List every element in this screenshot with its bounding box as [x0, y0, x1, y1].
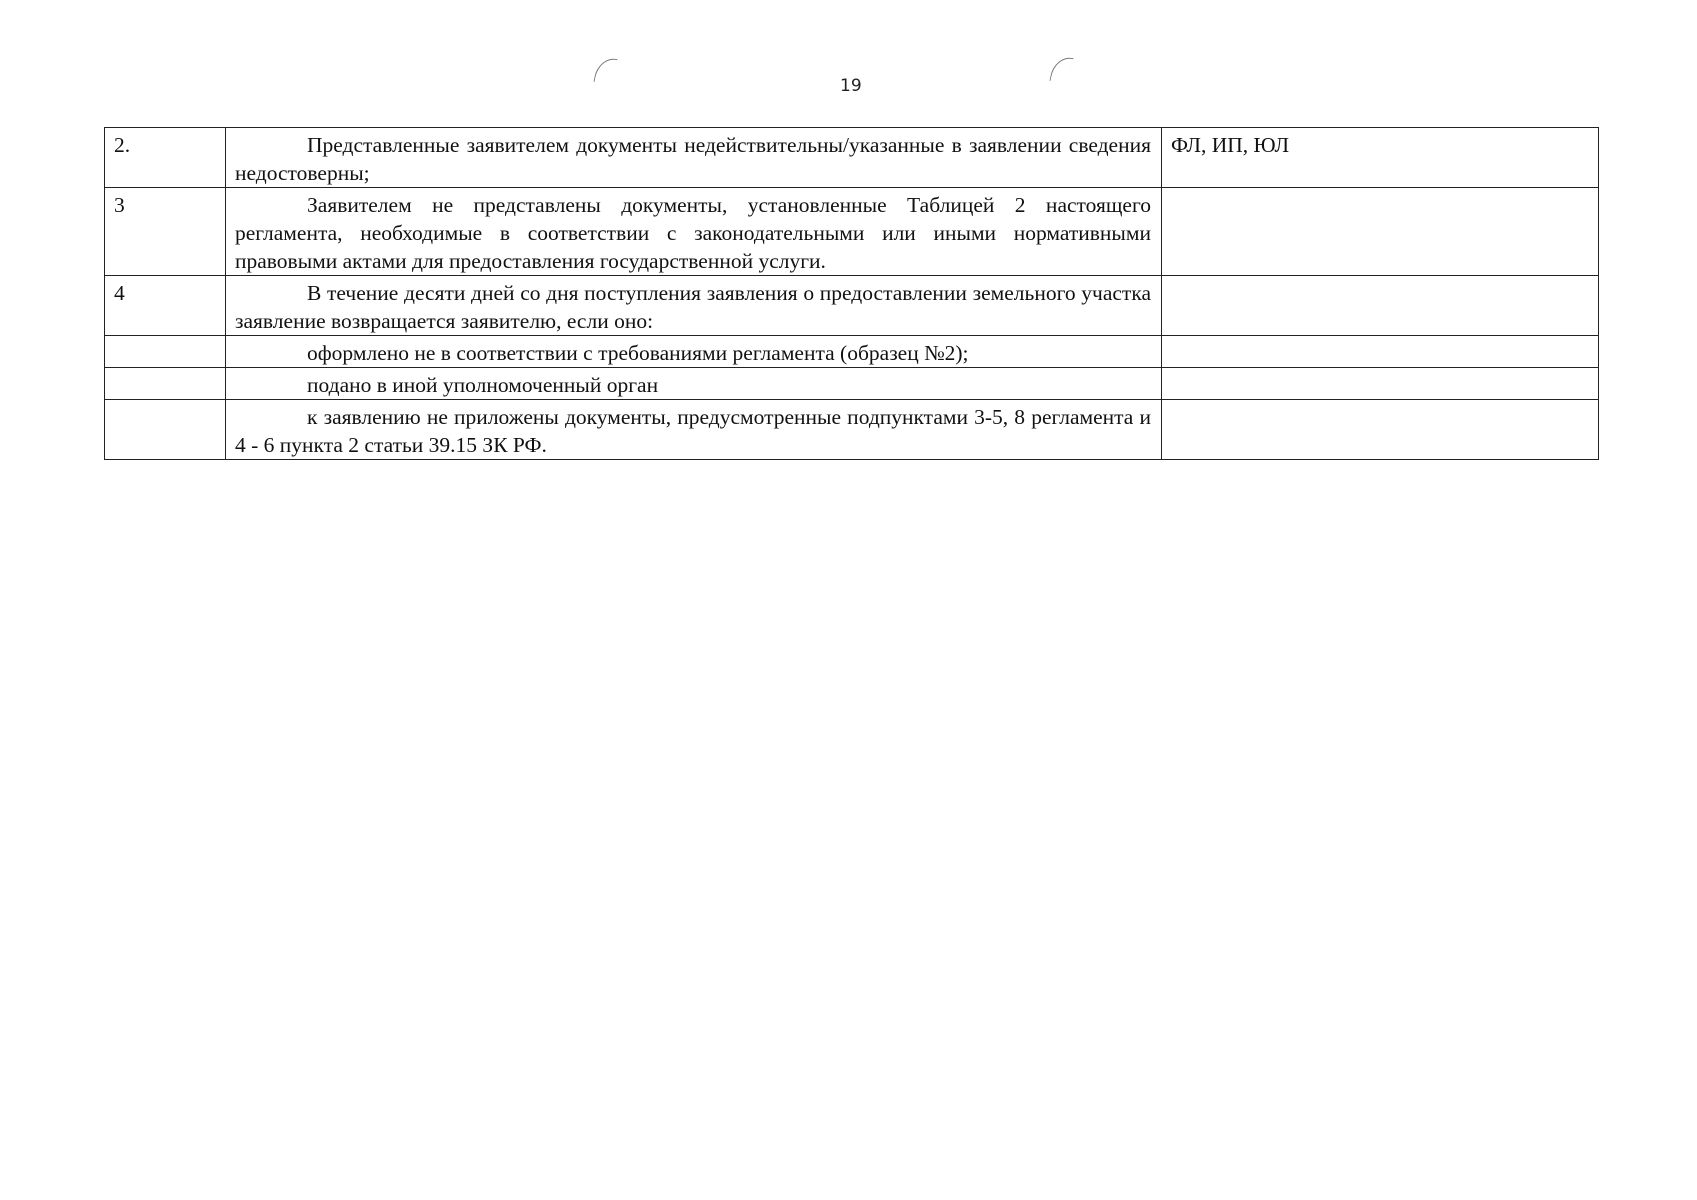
applicant-type-cell — [1162, 188, 1599, 276]
grounds-table — [104, 127, 1599, 460]
row-number-cell — [105, 400, 226, 460]
table-row — [105, 368, 1599, 400]
row-text-cell: В течение десяти дней со дня поступления заявления о предоставлении земельного участка заявление возвращается заявителю, если оно: — [226, 276, 1162, 336]
row-text-cell: оформлено не в соответствии с требованиями регламента (образец №2); — [226, 336, 1162, 368]
applicant-type-cell — [1162, 276, 1599, 336]
table-row — [105, 188, 1599, 276]
applicant-type-cell — [1162, 336, 1599, 368]
applicant-type-cell — [1162, 400, 1599, 460]
applicant-type-cell — [1162, 368, 1599, 400]
table-row — [105, 400, 1599, 460]
row-text-cell: Представленные заявителем документы недействительны/указанные в заявлении сведения недостоверны; — [226, 128, 1162, 188]
row-number-cell: 4 — [105, 276, 226, 336]
applicant-type-cell: ФЛ, ИП, ЮЛ — [1162, 128, 1599, 188]
row-text-cell: к заявлению не приложены документы, предусмотренные подпунктами 3-5, 8 регламента и 4 - 6 пункта 2 статьи 39.15 ЗК РФ. — [226, 400, 1162, 460]
row-number-cell — [105, 368, 226, 400]
page-number: 19 — [840, 76, 862, 96]
row-number-cell: 3 — [105, 188, 226, 276]
row-text-cell: подано в иной уполномоченный орган — [226, 368, 1162, 400]
scan-artifact-mark — [1049, 54, 1073, 84]
scan-artifact-mark — [593, 55, 617, 85]
row-number-cell: 2. — [105, 128, 226, 188]
table-row — [105, 336, 1599, 368]
row-text-cell: Заявителем не представлены документы, установленные Таблицей 2 настоящего регламента, необходимые в соответствии с законодательными или иными нормативными правовыми актами для предоставления государственной услуги. — [226, 188, 1162, 276]
table-row — [105, 128, 1599, 188]
row-number-cell — [105, 336, 226, 368]
table-row — [105, 276, 1599, 336]
